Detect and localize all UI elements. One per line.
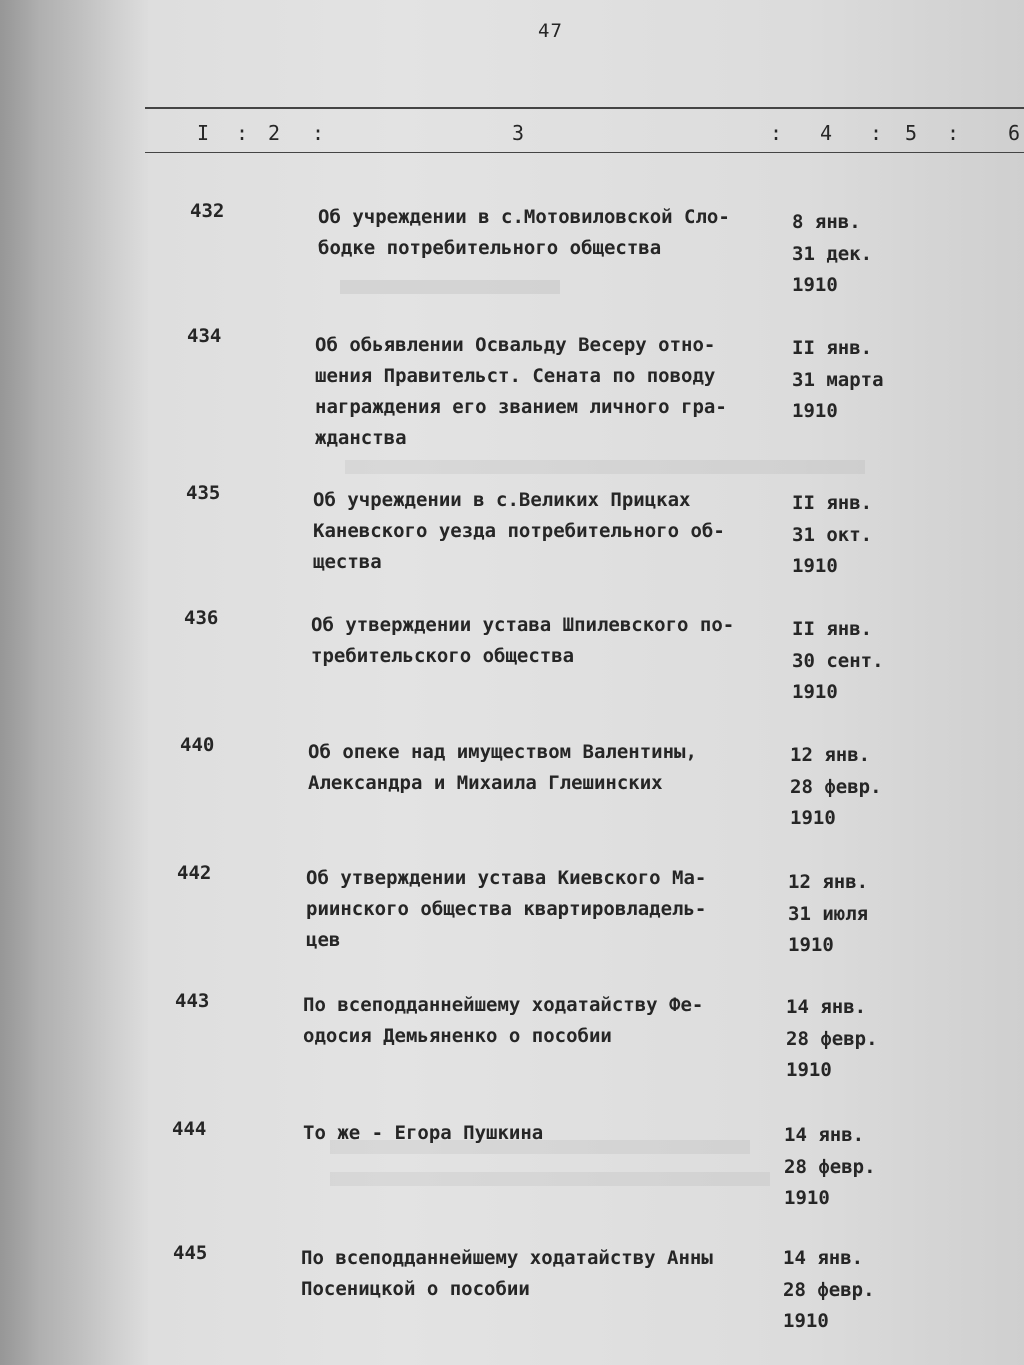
entry-line: награждения его званием личного гра- (315, 396, 727, 418)
date-start: II янв. (792, 492, 873, 514)
entry-line: бодке потребительного общества (318, 237, 662, 259)
entry-line: По всеподданнейшему ходатайству Фе- (303, 994, 704, 1016)
entry-line: По всеподданнейшему ходатайству Анны (301, 1247, 713, 1269)
column-separator: : (236, 121, 249, 145)
date-year: 1910 (792, 681, 838, 703)
entry-line: шения Правительст. Сената по поводу (315, 365, 716, 387)
column-separator: : (312, 121, 325, 145)
entry-line: щества (313, 551, 382, 573)
entry-dates (783, 1243, 875, 1338)
entry-number: 444 (172, 1118, 207, 1140)
date-year: 1910 (790, 807, 836, 829)
page-number: 47 (538, 20, 563, 42)
entry-description (303, 1118, 543, 1149)
date-year: 1910 (792, 400, 838, 422)
date-start: 8 янв. (792, 211, 861, 233)
date-end: 28 февр. (790, 775, 882, 798)
entry-dates (788, 867, 868, 962)
entry-number: 432 (190, 200, 225, 222)
column-separator: : (947, 121, 960, 145)
entry-dates (792, 207, 872, 302)
entry-line: цев (306, 929, 341, 951)
date-start: II янв. (792, 618, 873, 640)
entry-number: 445 (173, 1242, 208, 1264)
entry-number: 442 (177, 862, 212, 884)
date-year: 1910 (783, 1310, 829, 1332)
entry-line: Об опеке над имуществом Валентины, (308, 741, 697, 763)
entry-line: Об обьявлении Освальду Весеру отно- (315, 334, 716, 356)
bleed-through-mark (345, 460, 865, 474)
date-start: 14 янв. (783, 1247, 864, 1269)
entry-dates (792, 333, 884, 428)
date-end: 30 сент. (792, 649, 884, 672)
date-end: 28 февр. (786, 1027, 878, 1050)
entry-line: Об утверждении устава Шпилевского по- (311, 614, 735, 636)
bleed-through-mark (340, 280, 560, 294)
entry-line: То же - Егора Пушкина (303, 1122, 544, 1144)
entry-line: Александра и Михаила Глешинских (308, 772, 663, 794)
binding-shadow (0, 0, 150, 1365)
entry-description (313, 485, 725, 578)
entry-dates (792, 488, 872, 583)
entry-description (315, 330, 727, 454)
entry-line: одосия Демьяненко о пособии (303, 1025, 612, 1047)
date-start: II янв. (792, 337, 873, 359)
entry-dates (792, 614, 884, 709)
date-end: 31 марта (792, 368, 884, 391)
entry-line: Каневского уезда потребительного об- (313, 520, 725, 542)
date-year: 1910 (784, 1187, 830, 1209)
column-header-4: 4 (820, 121, 833, 145)
entry-number: 443 (175, 990, 210, 1012)
date-start: 12 янв. (788, 871, 869, 893)
entry-line: Об учреждении в с.Мотовиловской Сло- (318, 206, 730, 228)
date-end: 31 июля (788, 902, 869, 925)
date-year: 1910 (786, 1059, 832, 1081)
entry-line: Посеницкой о пособии (301, 1278, 530, 1300)
entry-line: риинского общества квартировладель- (306, 898, 707, 920)
column-header-3: 3 (512, 121, 525, 145)
table-header-rule (145, 152, 1024, 153)
column-header-6: 6 (1008, 121, 1021, 145)
date-start: 14 янв. (786, 996, 867, 1018)
entry-line: Об учреждении в с.Великих Прицках (313, 489, 691, 511)
entry-dates (790, 740, 882, 835)
column-separator: : (870, 121, 883, 145)
entry-dates (786, 992, 878, 1087)
column-separator: : (770, 121, 783, 145)
date-end: 28 февр. (784, 1155, 876, 1178)
column-header-2: 2 (268, 121, 281, 145)
table-top-rule (145, 107, 1024, 109)
entry-number: 440 (180, 734, 215, 756)
date-end: 28 февр. (783, 1278, 875, 1301)
entry-line: Об утверждении устава Киевского Ма- (306, 867, 707, 889)
entry-description (303, 990, 703, 1052)
entry-line: требительского общества (311, 645, 575, 667)
date-start: 12 янв. (790, 744, 871, 766)
entry-description (301, 1243, 713, 1305)
column-header-5: 5 (905, 121, 918, 145)
entry-description (306, 863, 706, 956)
column-header-1: I (197, 121, 210, 145)
entry-description (311, 610, 734, 672)
entry-dates (784, 1120, 876, 1215)
date-end: 31 дек. (792, 242, 873, 265)
entry-number: 436 (184, 607, 219, 629)
entry-description (308, 737, 697, 799)
date-year: 1910 (788, 934, 834, 956)
bleed-through-mark (330, 1172, 770, 1186)
date-end: 31 окт. (792, 523, 873, 546)
entry-number: 435 (186, 482, 221, 504)
entry-number: 434 (187, 325, 222, 347)
date-year: 1910 (792, 555, 838, 577)
date-start: 14 янв. (784, 1124, 865, 1146)
entry-line: жданства (315, 427, 407, 449)
date-year: 1910 (792, 274, 838, 296)
entry-description (318, 202, 730, 264)
